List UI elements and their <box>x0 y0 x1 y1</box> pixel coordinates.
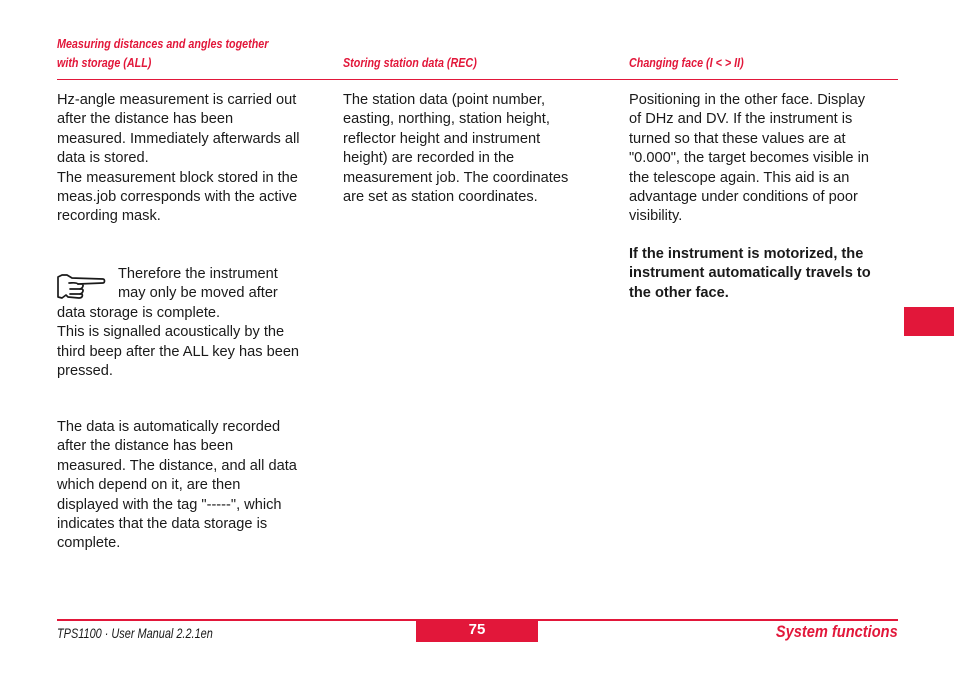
text-line: "0.000", the target becomes visible in <box>629 150 869 167</box>
text-line: data is stored. <box>57 150 149 167</box>
text-line: after the distance has been <box>57 111 234 128</box>
text-line: measurement job. The coordinates <box>343 169 569 186</box>
text-line: measured. Immediately afterwards all <box>57 130 300 147</box>
text-line: The station data (point number, <box>343 92 546 108</box>
text-line: The data is automatically recorded <box>57 419 281 435</box>
heading-line: with storage (ALL) <box>57 56 152 70</box>
rec-paragraph <box>343 91 568 207</box>
chapter-tab <box>904 307 954 336</box>
face-paragraph-1 <box>629 91 869 227</box>
text-line: measured. The distance, and all data <box>57 457 297 474</box>
text-line: the other face. <box>629 284 729 301</box>
text-line: turned so that these values are at <box>629 130 846 147</box>
heading-line: Measuring distances and angles together <box>57 37 269 51</box>
heading-line: Storing station data (REC) <box>343 56 477 70</box>
text-line: instrument automatically travels to <box>629 265 871 282</box>
column-heading-all <box>57 35 268 73</box>
manual-title: TPS1100 · User Manual 2.2.1en <box>57 625 213 641</box>
header-rule <box>57 79 898 80</box>
text-line: Hz-angle measurement is carried out <box>57 92 297 108</box>
face-paragraph-2 <box>629 245 871 303</box>
column-heading-face <box>629 54 744 73</box>
all-note <box>57 265 299 381</box>
text-line: easting, northing, station height, <box>343 111 550 128</box>
all-paragraph-3 <box>57 418 297 554</box>
text-line: recording mask. <box>57 208 161 225</box>
text-line: reflector height and instrument <box>343 130 541 147</box>
text-line: visibility. <box>629 208 683 225</box>
text-line: which depend on it, are then <box>57 477 241 494</box>
text-line: meas.job corresponds with the active <box>57 189 298 206</box>
text-line: Positioning in the other face. Display <box>629 92 866 108</box>
text-line: complete. <box>57 535 121 552</box>
heading-line: Changing face (I < > II) <box>629 56 744 70</box>
text-line: displayed with the tag "-----", which <box>57 496 282 513</box>
text-line: height) are recorded in the <box>343 150 515 167</box>
text-line: If the instrument is motorized, the <box>629 246 864 262</box>
text-line: are set as station coordinates. <box>343 189 538 206</box>
text-line: Therefore the instrument <box>118 266 278 282</box>
text-line: of DHz and DV. If the instrument is <box>629 111 853 128</box>
page-number: 75 <box>416 620 538 642</box>
text-line: the telescope again. This aid is an <box>629 169 850 186</box>
text-line: data storage is complete. <box>57 304 221 321</box>
all-paragraph-1 <box>57 91 300 227</box>
column-heading-rec <box>343 54 477 73</box>
text-line: after the distance has been <box>57 438 234 455</box>
text-line: advantage under conditions of poor <box>629 189 858 206</box>
text-line: The measurement block stored in the <box>57 169 298 186</box>
text-line: pressed. <box>57 363 113 380</box>
text-line: may only be moved after <box>118 285 278 302</box>
text-line: indicates that the data storage is <box>57 516 268 533</box>
text-line: third beep after the ALL key has been <box>57 343 300 360</box>
section-title: System functions <box>776 622 898 641</box>
text-line: This is signalled acoustically by the <box>57 324 285 341</box>
